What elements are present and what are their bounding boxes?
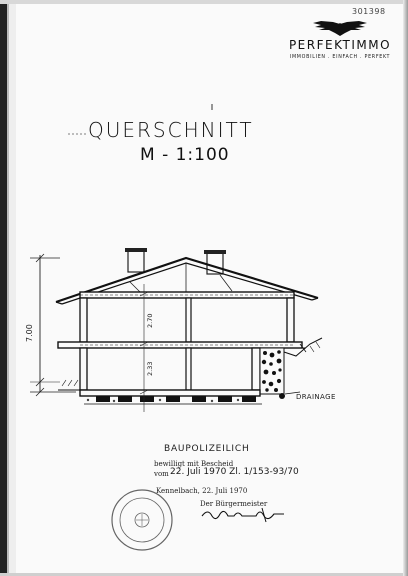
approval-line-2: vom	[154, 470, 169, 478]
drawing-scale: M - 1:100	[140, 145, 230, 165]
drawing-title: QUERSCHNITT	[88, 118, 254, 142]
dimension-upper-height: 2.70	[146, 313, 154, 328]
brand-tagline: IMMOBILIEN . EINFACH . PERFEKT	[289, 55, 391, 60]
signature	[202, 511, 284, 518]
drainage-label: DRAINAGE	[296, 393, 336, 401]
approval-date-handwritten: 22. Juli 1970 Zl. 1/153-93/70	[170, 467, 299, 477]
dimension-total-height: 7.00	[25, 324, 34, 342]
page-number: 301398	[352, 7, 386, 16]
municipal-seal	[112, 490, 172, 550]
brand-name: PERFEKTIMMO	[288, 38, 392, 52]
approval-line-4: Der Bürgermeister	[200, 500, 268, 508]
approval-line-1: bewilligt mit Bescheid	[154, 460, 234, 468]
approval-heading: BAUPOLIZEILICH	[164, 444, 250, 454]
dimension-lower-height: 2.33	[146, 361, 154, 376]
approval-line-3: Kennelbach, 22. Juli 1970	[156, 487, 248, 495]
